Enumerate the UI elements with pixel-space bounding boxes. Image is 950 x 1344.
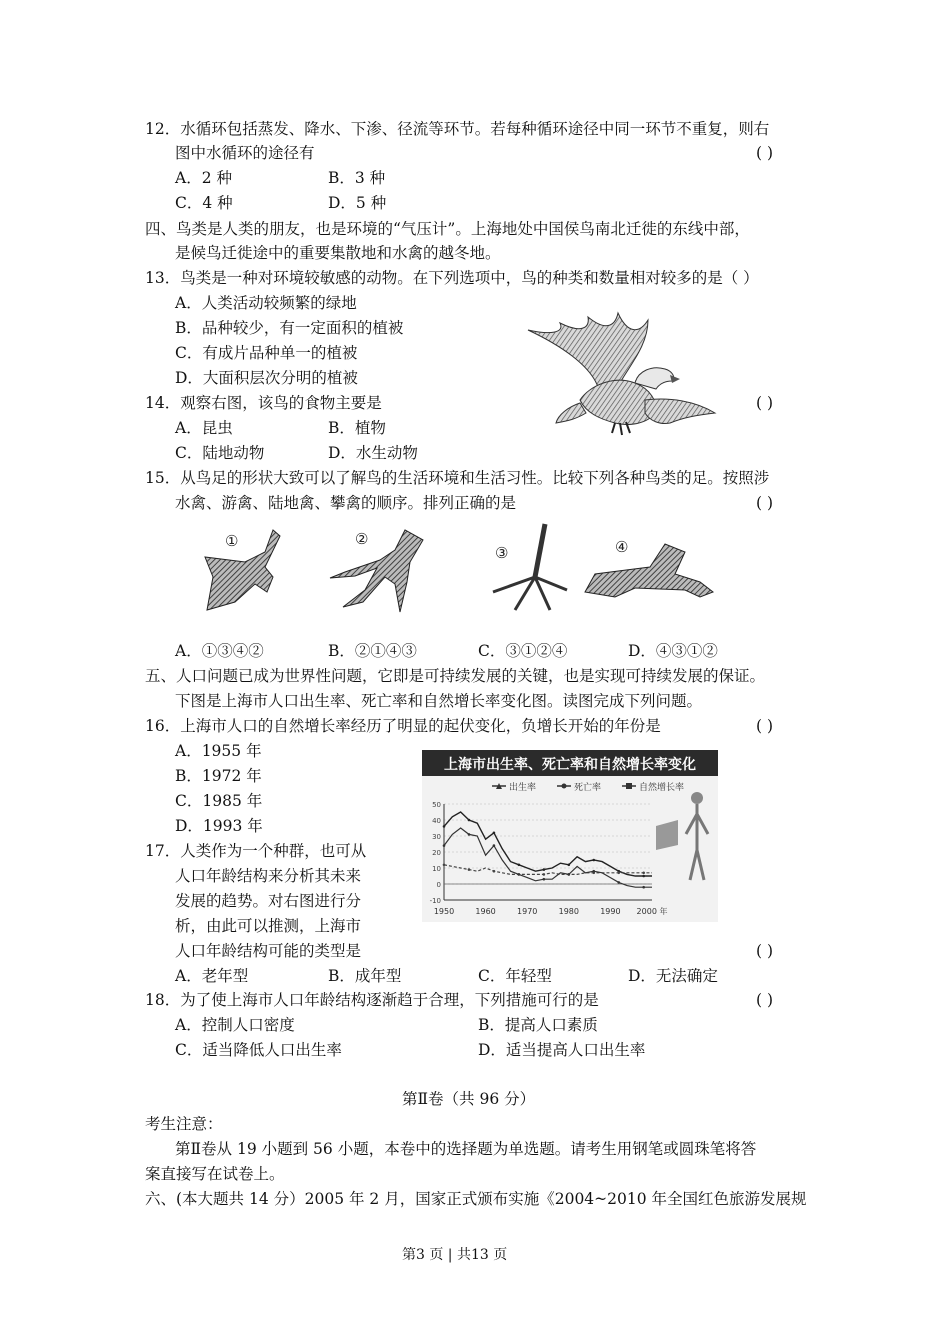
q12-option-d: D．5 种 [328, 194, 387, 212]
series-3-point [617, 881, 620, 884]
q17-stem-line4: 析，由此可以推测，上海市 [175, 917, 362, 935]
series-1-point [543, 868, 546, 871]
series-3-point [568, 873, 571, 876]
q18-stem: 18．为了使上海市人口年龄结构逐渐趋于合理，下列措施可行的是 [145, 991, 599, 1009]
q17-stem-line2: 人口年龄结构来分析其未来 [175, 867, 362, 885]
series-1-point [518, 864, 521, 867]
y-tick-label: 40 [432, 817, 441, 825]
walking-foot-icon [585, 538, 713, 597]
q16-stem: 16．上海市人口的自然增长率经历了明显的起伏变化，负增长开始的年份是 [145, 717, 661, 735]
x-tick-label: 1950 [433, 907, 455, 916]
eagle-figure [520, 305, 720, 440]
foot-label-3: ③ [495, 544, 509, 562]
part2-notice-label: 考生注意： [145, 1115, 223, 1133]
legend-label-3: 自然增长率 [639, 783, 685, 793]
y-tick-label: 10 [432, 865, 441, 873]
series-1-point [468, 819, 471, 822]
x-tick-label: 1960 [475, 907, 496, 916]
foot-label-1: ① [225, 532, 239, 550]
series-1-point [642, 875, 645, 878]
y-tick-label: 0 [436, 881, 441, 889]
q14-stem: 14．观察右图，该鸟的食物主要是 [145, 394, 382, 412]
series-2-point [617, 872, 620, 875]
q17-stem-line1: 17．人类作为一个种群，也可从 [145, 842, 367, 860]
q15-option-a: A．①③④② [175, 642, 264, 660]
series-1-point [568, 864, 571, 867]
q14-option-b: B．植物 [328, 419, 386, 437]
perching-foot-icon [330, 530, 423, 612]
q13-option-a: A．人类活动较频繁的绿地 [175, 294, 357, 312]
q12-stem-line1: 12．水循环包括蒸发、降水、下渗、径流等环节。若每种循环途径中同一环节不重复，则右 [145, 120, 770, 138]
q13-option-c: C．有成片品种单一的植被 [175, 344, 358, 362]
q18-answer-blank: ( ) [756, 991, 774, 1009]
q13-option-d: D．大面积层次分明的植被 [175, 369, 358, 387]
eagle-icon [520, 305, 720, 440]
part2-notice-line1: 第Ⅱ卷从 19 小题到 56 小题，本卷中的选择题为单选题。请考生用钢笔或圆珠笔将答 [175, 1140, 757, 1158]
q12-option-a: A．2 种 [175, 169, 232, 187]
q16-option-b: B．1972 年 [175, 767, 262, 785]
section5-intro-line2: 下图是上海市人口出生率、死亡率和自然增长率变化图。读图完成下列问题。 [175, 692, 703, 710]
q15-stem-line2: 水禽、游禽、陆地禽、攀禽的顺序。排列正确的是 [175, 494, 517, 512]
q14-option-c: C．陆地动物 [175, 444, 265, 462]
population-chart [422, 750, 718, 922]
series-3-point [592, 870, 595, 873]
q15-option-d: D．④③①② [628, 642, 718, 660]
q15-option-c: C．③①②④ [478, 642, 568, 660]
q17-option-d: D．无法确定 [628, 967, 718, 985]
y-tick-label: 30 [432, 833, 441, 841]
q16-option-a: A．1955 年 [175, 742, 262, 760]
population-chart-svg [422, 750, 718, 922]
y-tick-label: 20 [432, 849, 441, 857]
series-2-point [468, 868, 471, 871]
series-2-point [493, 870, 496, 873]
q14-option-a: A．昆虫 [175, 419, 233, 437]
running-foot-icon [493, 524, 567, 610]
bird-feet-figure [195, 522, 735, 622]
x-tick-label: 1970 [517, 907, 538, 916]
bird-feet-illustration [195, 522, 735, 622]
series-3-point [543, 878, 546, 881]
q17-stem-line3: 发展的趋势。对右图进行分 [175, 892, 362, 910]
q14-answer-blank: ( ) [756, 394, 774, 412]
section4-intro-line1: 四、鸟类是人类的朋友，也是环境的“气压计”。上海地处中国侯鸟南北迁徙的东线中部， [145, 220, 750, 238]
series-3-point [443, 844, 446, 847]
series-3-point [518, 873, 521, 876]
series-2-point [543, 873, 546, 876]
q17-option-c: C．年轻型 [478, 967, 552, 985]
page-footer: 第3 页 | 共13 页 [402, 1247, 508, 1263]
q12-answer-blank: ( ) [756, 144, 774, 162]
series-1-point [592, 859, 595, 862]
part2-title: 第Ⅱ卷（共 96 分） [402, 1090, 536, 1108]
part2-notice-line2: 案直接写在试卷上。 [145, 1165, 285, 1183]
q14-option-d: D．水生动物 [328, 444, 418, 462]
q16-option-d: D．1993 年 [175, 817, 263, 835]
q17-option-a: A．老年型 [175, 967, 249, 985]
q18-option-a: A．控制人口密度 [175, 1016, 295, 1034]
y-tick-label: -10 [429, 897, 441, 905]
series-1-point [493, 832, 496, 835]
q15-answer-blank: ( ) [756, 494, 774, 512]
q16-option-c: C．1985 年 [175, 792, 263, 810]
chart-title: 上海市出生率、死亡率和自然增长率变化 [444, 757, 696, 773]
q12-option-c: C．4 种 [175, 194, 233, 212]
q18-option-b: B．提高人口素质 [478, 1016, 598, 1034]
q13-option-b: B．品种较少，有一定面积的植被 [175, 319, 404, 337]
y-tick-label: 50 [432, 801, 441, 809]
q17-stem-line5: 人口年龄结构可能的类型是 [175, 942, 362, 960]
section4-intro-line2: 是候鸟迁徙途中的重要集散地和水禽的越冬地。 [175, 244, 501, 262]
q12-option-b: B．3 种 [328, 169, 386, 187]
section6-intro-line1: 六、(本大题共 14 分）2005 年 2 月，国家正式颁布实施《2004~2010 年全国红色旅游发展规 [145, 1190, 807, 1208]
series-3-point [468, 833, 471, 836]
series-3-point [493, 844, 496, 847]
series-1-point [443, 825, 446, 828]
q16-answer-blank: ( ) [756, 717, 774, 735]
legend-label-1: 出生率 [509, 783, 537, 793]
q18-option-c: C．适当降低人口出生率 [175, 1041, 342, 1059]
q12-stem-line2: 图中水循环的途径有 [175, 144, 315, 162]
x-tick-label: 1980 [558, 907, 579, 916]
q15-stem-line1: 15．从鸟足的形状大致可以了解鸟的生活环境和生活习性。比较下列各种鸟类的足。按照涉 [145, 469, 770, 487]
q17-option-b: B．成年型 [328, 967, 402, 985]
webbed-foot-icon [205, 530, 280, 610]
series-3-point [642, 886, 645, 889]
foot-label-4: ④ [615, 538, 629, 556]
series-2-point [443, 864, 446, 867]
legend-label-2: 死亡率 [574, 783, 602, 793]
q17-answer-blank: ( ) [756, 942, 774, 960]
q15-option-b: B．②①④③ [328, 642, 417, 660]
q13-stem: 13．鸟类是一种对环境较敏感的动物。在下列选项中，鸟的种类和数量相对较多的是（ ） [145, 269, 759, 287]
x-tick-label: 1990 [600, 907, 621, 916]
series-2-point [642, 872, 645, 875]
section5-intro-line1: 五、人口问题已成为世界性问题，它即是可持续发展的关键，也是实现可持续发展的保证。 [145, 667, 766, 685]
x-tick-label: 2000 年 [636, 907, 668, 916]
q18-option-d: D．适当提高人口出生率 [478, 1041, 646, 1059]
foot-label-2: ② [355, 530, 369, 548]
